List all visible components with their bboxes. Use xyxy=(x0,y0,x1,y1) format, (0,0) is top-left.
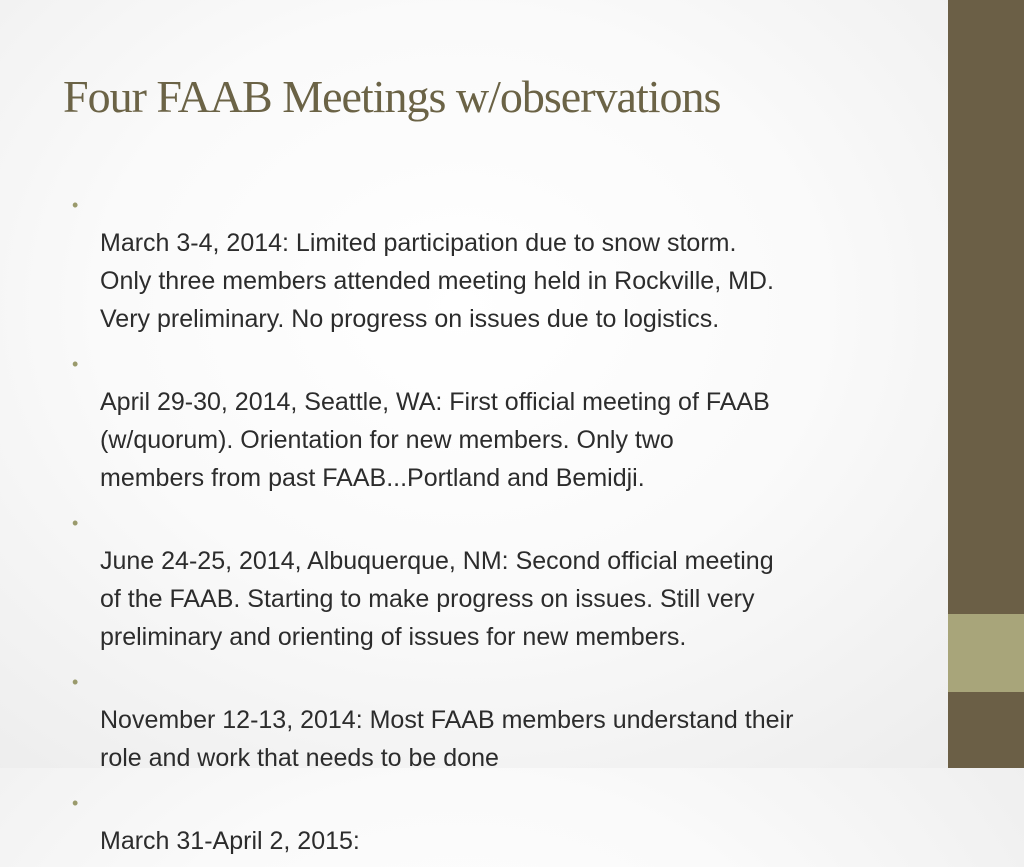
bullet-dot-icon: • xyxy=(72,354,79,374)
side-decoration-bar xyxy=(948,0,1024,768)
bullet-text: March 3-4, 2014: Limited participation due to snow storm. Only three members attended meeting held in Rockville, MD. Very preliminary. No progress on issues due to logistics. xyxy=(100,229,774,333)
bullet-dot-icon: • xyxy=(72,793,79,813)
bullet-item-2 xyxy=(72,345,902,497)
bullet-dot-icon: • xyxy=(72,195,79,215)
side-accent-block xyxy=(948,614,1024,692)
bullet-item-1 xyxy=(72,186,902,338)
bullet-list xyxy=(72,186,902,867)
bullet-text: June 24-25, 2014, Albuquerque, NM: Second official meeting of the FAAB. Starting to make progress on issues. Still very preliminary and orienting of issues for new members. xyxy=(100,547,774,651)
bullet-item-3 xyxy=(72,504,902,656)
bullet-dot-icon: • xyxy=(72,513,79,533)
bullet-dot-icon: • xyxy=(72,672,79,692)
bullet-item-4 xyxy=(72,663,902,777)
bullet-text: March 31-April 2, 2015: xyxy=(100,827,360,855)
bullet-item-5 xyxy=(72,784,902,860)
bullet-text: April 29-30, 2014, Seattle, WA: First official meeting of FAAB (w/quorum). Orientation for new members. Only two members from past FAAB...Portland and Bemidji. xyxy=(100,388,770,492)
bullet-text: November 12-13, 2014: Most FAAB members understand their role and work that needs to be done xyxy=(100,706,794,772)
slide-title: Four FAAB Meetings w/observations xyxy=(63,71,721,122)
